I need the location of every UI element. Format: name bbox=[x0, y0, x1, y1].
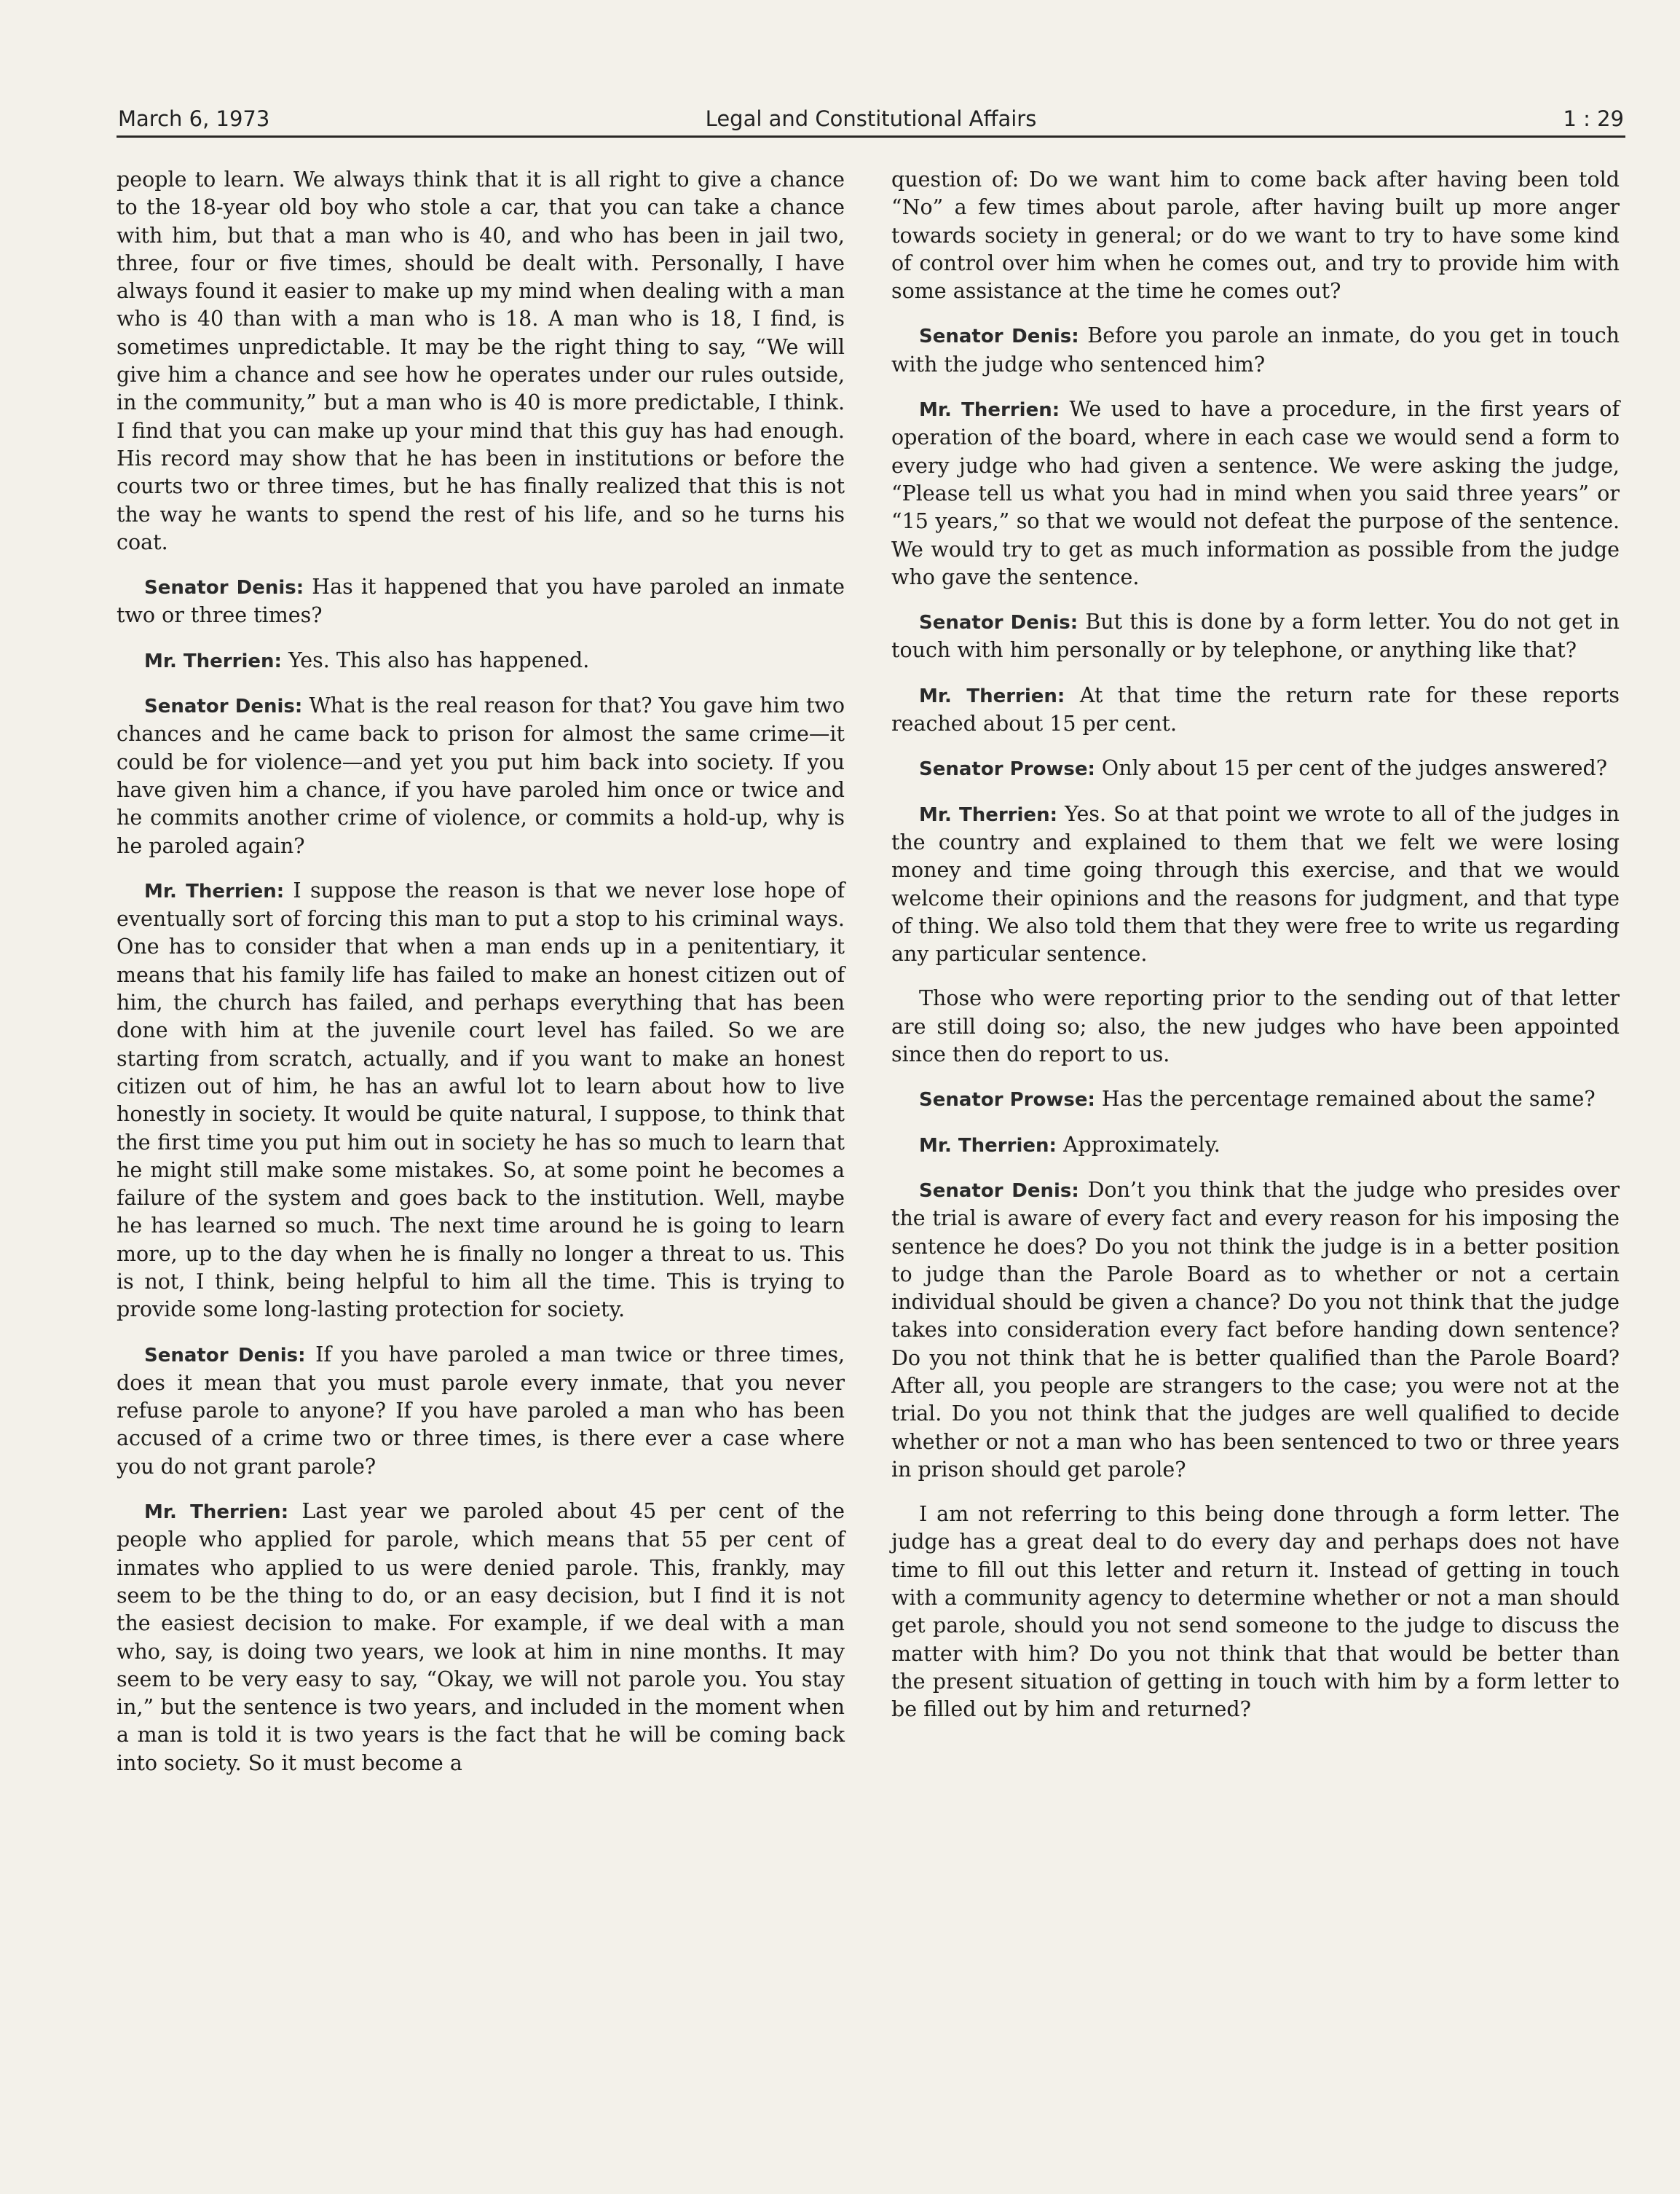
paragraph-text: I suppose the reason is that we never lose hope of eventually sort of forcing this man to put a stop to his criminal ways. One has to consider that when a man ends up in a penitentiary, it means that his family life has failed to make an honest citizen out of him, the church has failed, and perhaps everything that has been done with him at the juvenile court level has failed. So we are starting from scratch, actually, and if you want to make an honest citizen out of him, he has an awful lot to learn about how to live honestly in society. It would be quite natural, I suppose, to think that the first time you put him out in society he has so much to learn that he might still make some mistakes. So, at some point he becomes a failure of the system and goes back to the institution. Well, maybe he has learned so much. The next time around he is going to learn more, up to the day when he is finally no longer a threat to us. This is not, I think, being helpful to him all the time. This is trying to provide some long-lasting protection for society. bbox=[117, 878, 845, 1322]
transcript-paragraph bbox=[891, 1176, 1620, 1484]
speaker-name: Senator Denis: bbox=[144, 1344, 306, 1367]
transcript-paragraph bbox=[891, 985, 1620, 1069]
right-column bbox=[891, 166, 1620, 1741]
paragraph-text: Yes. So at that point we wrote to all of the judges in the country and explained to them that we felt we were losing money and time going through this exercise, and that we would welcome their opinions and the reasons for judgment, and that type of thing. We also told them that they were free to write us regarding any particular sentence. bbox=[891, 801, 1620, 967]
transcript-paragraph bbox=[117, 1341, 845, 1481]
paragraph-text: Don’t you think that the judge who presides over the trial is aware of every fact and every reason for his imposing the sentence he does? Do you not think the judge is in a better position to judge than the Parole Board as to whether or not a certain individual should be given a chance? Do you not think that the judge takes into consideration every fact before handing down sentence? Do you not think that he is better qualified than the Parole Board? After all, you people are strangers to the case; you were not at the trial. Do you not think that the judges are well qualified to decide whether or not a man who has been sentenced to two or three years in prison should get parole? bbox=[891, 1177, 1620, 1482]
header-title: Legal and Constitutional Affairs bbox=[705, 106, 1037, 131]
speaker-name: Mr. Therrien: bbox=[919, 399, 1060, 422]
transcript-paragraph bbox=[891, 322, 1620, 379]
transcript-paragraph bbox=[891, 396, 1620, 591]
paragraph-text: But this is done by a form letter. You do not get in touch with him personally or by telephone, or anything like that? bbox=[891, 610, 1620, 663]
speaker-name: Senator Denis: bbox=[144, 577, 304, 599]
speaker-name: Mr. Therrien: bbox=[144, 650, 282, 672]
transcript-paragraph bbox=[891, 682, 1620, 739]
header-rule bbox=[117, 135, 1625, 138]
speaker-name: Mr. Therrien: bbox=[919, 803, 1057, 826]
paragraph-text: We used to have a procedure, in the first years of operation of the board, where in each case we would send a form to every judge who had given a sentence. We were asking the judge, “Please tell us what you had in mind when you said three years” or “15 years,” so that we would not defeat the purpose of the sentence. We would try to get as much information as possible from the judge who gave the sentence. bbox=[891, 397, 1620, 589]
paragraph-text: Has it happened that you have paroled an inmate two or three times? bbox=[117, 575, 845, 628]
header-date: March 6, 1973 bbox=[118, 106, 270, 131]
paragraph-text: If you have paroled a man twice or three times, does it mean that you must parole every inmate, that you never refuse parole to anyone? If you have paroled a man who has been accused of a crime two or three times, is there ever a case where you do not grant parole? bbox=[117, 1342, 845, 1479]
paragraph-text: What is the real reason for that? You gave him two chances and he came back to prison for almost the same crime—it could be for violence—and yet you put him back into society. If you have given him a chance, if you have paroled him once or twice and he commits another crime of violence, or commits a hold-up, why is he paroled again? bbox=[117, 693, 845, 858]
transcript-paragraph bbox=[117, 166, 845, 557]
left-column bbox=[117, 166, 845, 1794]
paragraph-text: Last year we paroled about 45 per cent of the people who applied for parole, which means that 55 per cent of inmates who applied to us were denied parole. This, frankly, may seem to be the thing to do, or an easy decision, but I find it is not the easiest decision to make. For example, if we deal with a man who, say, is doing two years, we look at him in nine months. It may seem to be very easy to say, “Okay, we will not parole you. You stay in,” but the sentence is two years, and included in the moment when a man is told it is two years is the fact that he will be coming back into society. So it must become a bbox=[117, 1499, 845, 1775]
paragraph-text: Before you parole an inmate, do you get in touch with the judge who sentenced him? bbox=[891, 323, 1620, 377]
speaker-name: Senator Prowse: bbox=[919, 1089, 1095, 1112]
transcript-paragraph bbox=[117, 573, 845, 630]
transcript-paragraph bbox=[117, 1498, 845, 1777]
speaker-name: Mr. Therrien: bbox=[144, 880, 285, 903]
speaker-name: Senator Denis: bbox=[144, 696, 303, 718]
paragraph-text: Yes. This also has happened. bbox=[288, 648, 590, 672]
running-header bbox=[118, 106, 1624, 133]
speaker-name: Senator Prowse: bbox=[919, 758, 1095, 781]
paragraph-text: Approximately. bbox=[1062, 1132, 1220, 1157]
transcript-paragraph bbox=[117, 877, 845, 1324]
transcript-paragraph bbox=[891, 755, 1620, 783]
paragraph-text: question of: Do we want him to come back after having been told “No” a few times about parole, after having built up more anger towards society in general; or do we want to try to have some kind of control over him when he comes out, and try to provide him with some assistance at the time he comes out? bbox=[891, 168, 1620, 304]
paragraph-text: people to learn. We always think that it is all right to give a chance to the 18-year old boy who stole a car, that you can take a chance with him, but that a man who is 40, and who has been in jail two, three, four or five times, should be dealt with. Personally, I have always found it easier to make up my mind when dealing with a man who is 40 than with a man who is 18. A man who is 18, I find, is sometimes unpredictable. It may be the right thing to say, “We will give him a chance and see how he operates under our rules outside, in the community,” but a man who is 40 is more predictable, I think. I find that you can make up your mind that this guy has had enough. His record may show that he has been in institutions or before the courts two or three times, but he has finally realized that this is not the way he wants to spend the rest of his life, and so he turns his coat. bbox=[117, 168, 845, 554]
paragraph-text: Only about 15 per cent of the judges answered? bbox=[1101, 756, 1607, 781]
paragraph-text: Has the percentage remained about the same? bbox=[1101, 1087, 1596, 1112]
speaker-name: Senator Denis: bbox=[919, 1179, 1079, 1202]
speaker-name: Senator Denis: bbox=[919, 612, 1078, 634]
transcript-paragraph bbox=[891, 1131, 1620, 1160]
transcript-paragraph bbox=[891, 1501, 1620, 1723]
paragraph-text: I am not referring to this being done through a form letter. The judge has a great deal to do every day and perhaps does not have time to fill out this letter and return it. Instead of getting in touch with a community agency to determine whether or not a man should get parole, should you not send someone to the judge to discuss the matter with him? Do you not think that that would be better than the present situation of getting in touch with him by a form letter to be filled out by him and returned? bbox=[891, 1502, 1620, 1722]
transcript-paragraph bbox=[117, 647, 845, 675]
speaker-name: Mr. Therrien: bbox=[144, 1501, 289, 1524]
header-page-number: 1 : 29 bbox=[1563, 106, 1624, 131]
transcript-paragraph bbox=[891, 166, 1620, 305]
transcript-paragraph bbox=[891, 801, 1620, 969]
speaker-name: Mr. Therrien: bbox=[919, 685, 1065, 707]
speaker-name: Mr. Therrien: bbox=[919, 1134, 1057, 1157]
paragraph-text: At that time the return rate for these reports reached about 15 per cent. bbox=[891, 683, 1620, 736]
speaker-name: Senator Denis: bbox=[919, 326, 1079, 348]
transcript-paragraph bbox=[891, 1085, 1620, 1114]
transcript-paragraph bbox=[891, 608, 1620, 665]
transcript-paragraph bbox=[117, 692, 845, 860]
paragraph-text: Those who were reporting prior to the sending out of that letter are still doing so; also, the new judges who have been appointed since then do report to us. bbox=[891, 986, 1620, 1067]
